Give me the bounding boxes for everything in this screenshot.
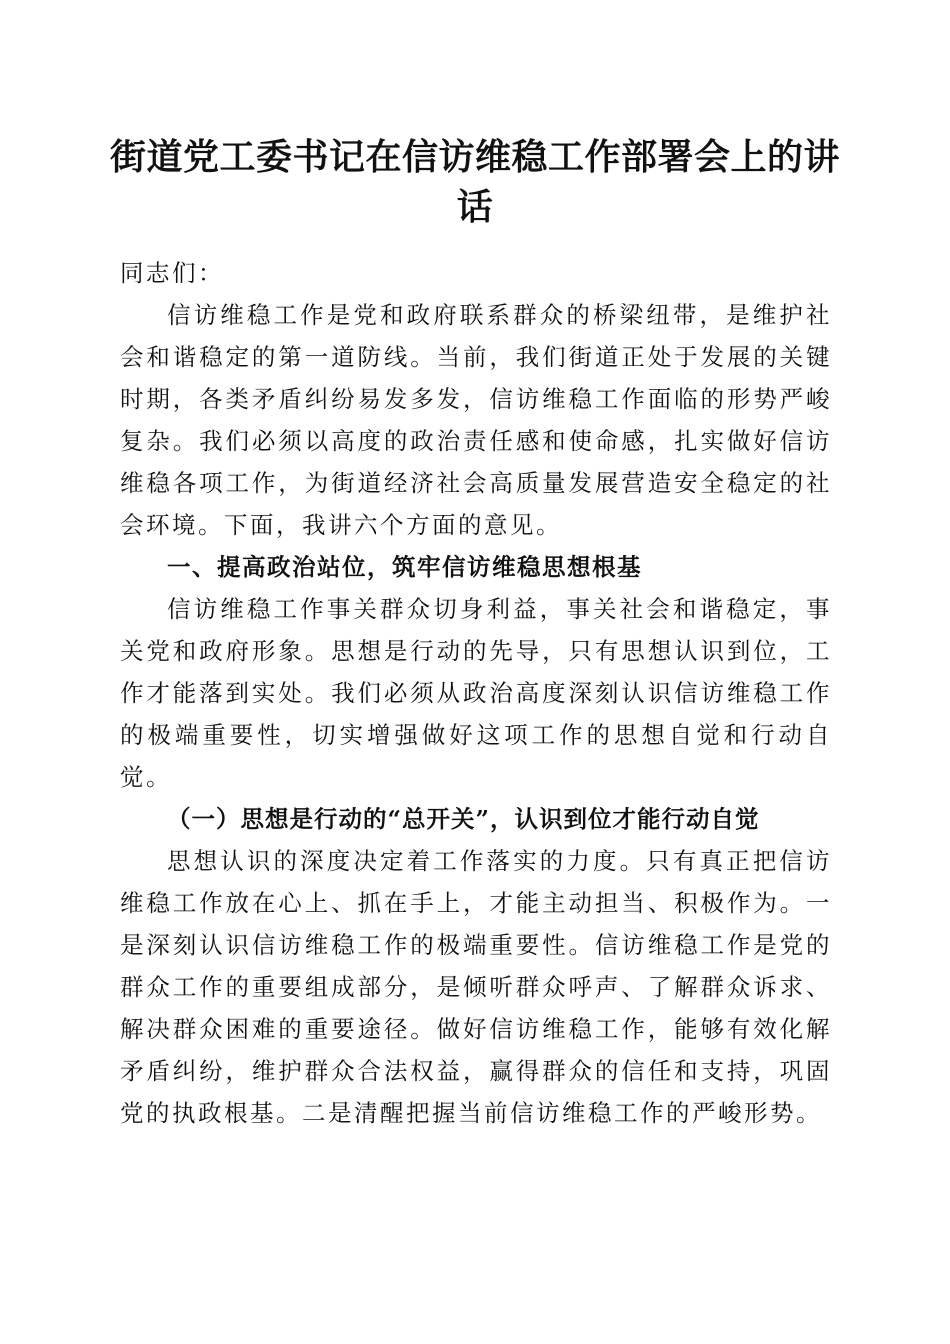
intro-paragraph: 信访维稳工作是党和政府联系群众的桥梁纽带，是维护社会和谐稳定的第一道防线。当前，我们街道正处于发展的关键时期，各类矛盾纠纷易发多发，信访维稳工作面临的形势严峻复杂。我们必须以高度的政治责任感和使命感，扎实做好信访维稳各项工作，为街道经济社会高质量发展营造安全稳定的社会环境。下面，我讲六个方面的意见。 bbox=[120, 301, 832, 539]
salutation: 同志们： bbox=[120, 259, 224, 287]
document-body bbox=[120, 252, 832, 1134]
document-title: 街道党工委书记在信访维稳工作部署会上的讲话 bbox=[110, 136, 841, 228]
section-1-paragraph: 信访维稳工作事关群众切身利益，事关社会和谐稳定，事关党和政府形象。思想是行动的先导，只有思想认识到位，工作才能落到实处。我们必须从政治高度深刻认识信访维稳工作的极端重要性，切实增强做好这项工作的思想自觉和行动自觉。 bbox=[120, 595, 832, 791]
subsection-1-paragraph: 思想认识的深度决定着工作落实的力度。只有真正把信访维稳工作放在心上、抓在手上，才能主动担当、积极作为。一是深刻认识信访维稳工作的极端重要性。信访维稳工作是党的群众工作的重要组成部分，是倾听群众呼声、了解群众诉求、解决群众困难的重要途径。做好信访维稳工作，能够有效化解矛盾纠纷，维护群众合法权益，赢得群众的信任和支持，巩固党的执政根基。二是清醒把握当前信访维稳工作的严峻形势。 bbox=[120, 847, 832, 1127]
subsection-heading-1: （一）思想是行动的“总开关”，认识到位才能行动自觉 bbox=[167, 805, 760, 833]
section-heading-1: 一、提高政治站位，筑牢信访维稳思想根基 bbox=[167, 553, 642, 581]
